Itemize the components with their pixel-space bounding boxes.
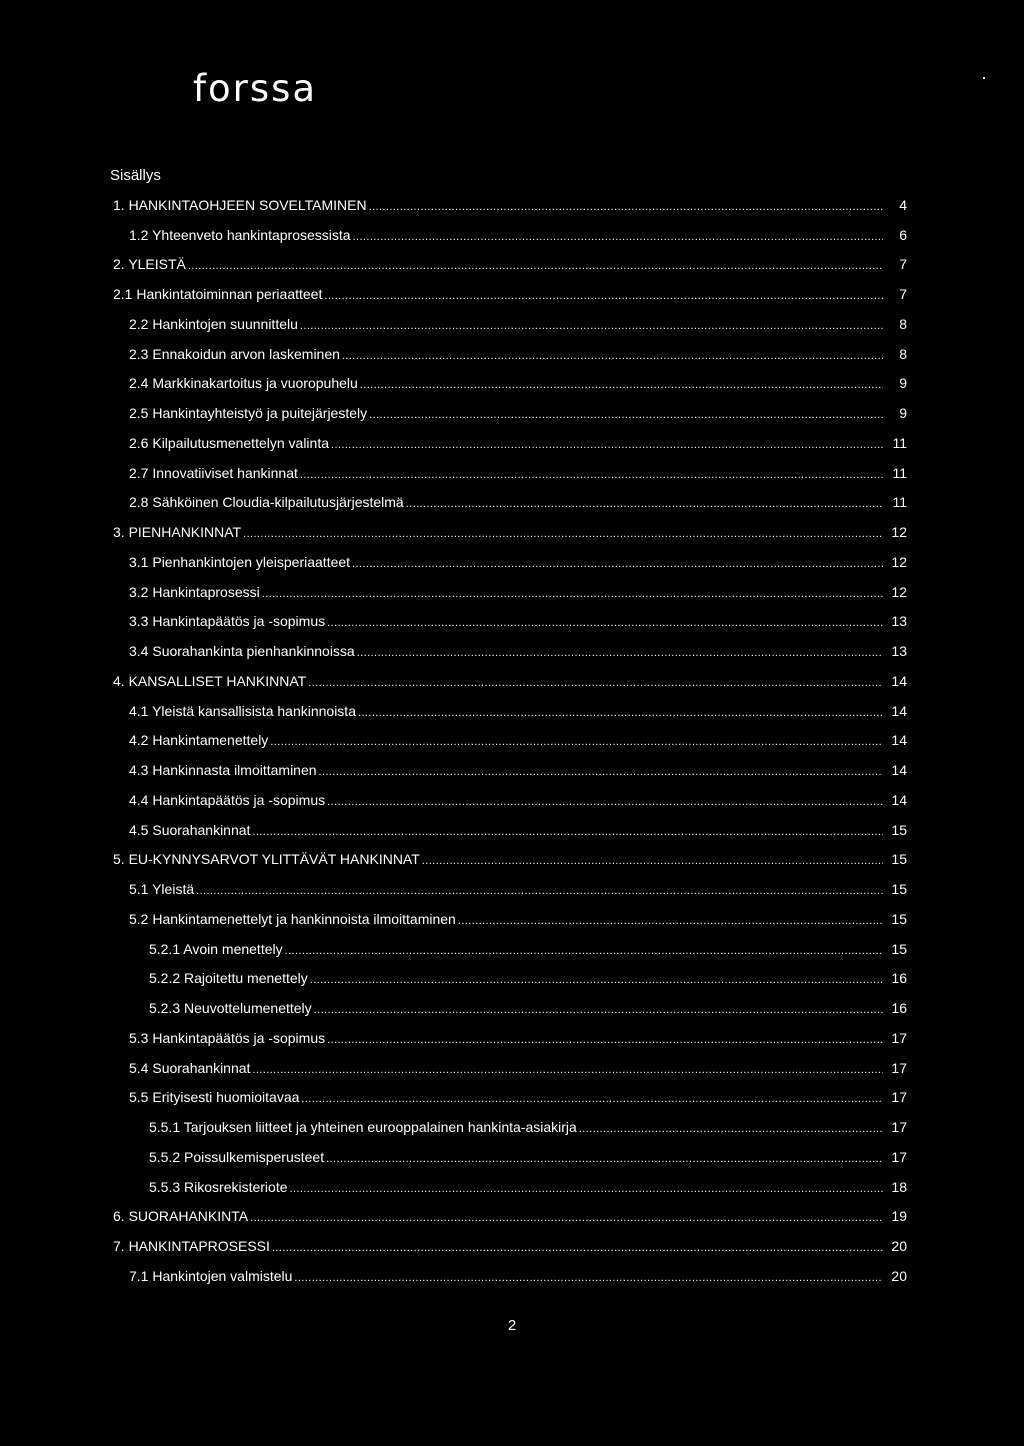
toc-entry[interactable] — [0, 964, 907, 994]
toc-entry-page: 9 — [899, 375, 907, 392]
toc-entry-label: 5.2 Hankintamenettelyt ja hankinnoista ilmoittaminen — [129, 910, 456, 927]
page-number: 2 — [507, 1317, 517, 1334]
toc-dot-leader — [360, 374, 883, 392]
toc-entry-page: 20 — [891, 1238, 907, 1255]
toc-entry-page: 14 — [891, 791, 907, 808]
toc-entry-page: 7 — [899, 286, 907, 303]
toc-entry-page: 15 — [891, 821, 907, 838]
toc-dot-leader — [357, 642, 883, 660]
toc-entry[interactable] — [0, 874, 907, 904]
toc-entry-label: 3. PIENHANKINNAT — [113, 524, 242, 541]
toc-entry-label: 7.1 Hankintojen valmistelu — [129, 1267, 293, 1284]
toc-dot-leader — [579, 1118, 883, 1136]
toc-dot-leader — [290, 1178, 883, 1196]
toc-entry-page: 13 — [891, 643, 907, 660]
toc-dot-leader — [252, 1059, 883, 1077]
toc-dot-leader — [314, 999, 883, 1017]
toc-dot-leader — [262, 583, 883, 601]
corner-mark — [983, 77, 985, 79]
toc-entry[interactable] — [0, 845, 907, 875]
toc-entry[interactable] — [0, 220, 907, 250]
toc-dot-leader — [301, 1088, 883, 1106]
toc-entry-label: 3.3 Hankintapäätös ja -sopimus — [129, 613, 326, 630]
toc-entry-label: 2.3 Ennakoidun arvon laskeminen — [129, 345, 340, 362]
toc-dot-leader — [188, 255, 883, 273]
toc-entry-page: 18 — [891, 1178, 907, 1195]
toc-dot-leader — [458, 910, 883, 928]
toc-entry-page: 14 — [891, 732, 907, 749]
toc-entry-page: 11 — [892, 464, 907, 481]
toc-entry-label: 3.2 Hankintaprosessi — [129, 583, 260, 600]
toc-entry-page: 15 — [891, 940, 907, 957]
toc-entry[interactable] — [0, 369, 907, 399]
toc-entry-label: 5.5.1 Tarjouksen liitteet ja yhteinen eurooppalainen hankinta-asiakirja — [149, 1119, 577, 1136]
toc-entry-page: 11 — [892, 434, 907, 451]
toc-entry-label: 2.1 Hankintatoiminnan periaatteet — [113, 286, 323, 303]
toc-dot-leader — [252, 821, 883, 839]
toc-dot-leader — [308, 672, 883, 690]
toc-entry-page: 14 — [891, 702, 907, 719]
toc-entry[interactable] — [0, 904, 907, 934]
toc-entry-label: 5.2.2 Rajoitettu menettely — [149, 970, 308, 987]
toc-entry[interactable] — [0, 1053, 907, 1083]
toc-dot-leader — [196, 880, 883, 898]
toc-entry-page: 12 — [891, 524, 907, 541]
toc-dot-leader — [369, 196, 883, 214]
toc-entry[interactable] — [0, 398, 907, 428]
toc-entry-label: 4.4 Hankintapäätös ja -sopimus — [129, 791, 326, 808]
toc-entry-label: 5.2.3 Neuvottelumenettely — [149, 1000, 312, 1017]
toc-entry-page: 17 — [891, 1148, 907, 1165]
toc-entry[interactable] — [0, 428, 907, 458]
toc-entry[interactable] — [0, 1083, 907, 1113]
toc-entry-label: 4.5 Suorahankinnat — [129, 821, 251, 838]
forssa-logo: forssa — [193, 67, 318, 110]
toc-entry[interactable] — [0, 547, 907, 577]
toc-entry[interactable] — [0, 458, 907, 488]
toc-dot-leader — [294, 1267, 883, 1285]
toc-entry-page: 17 — [891, 1059, 907, 1076]
toc-dot-leader — [319, 761, 883, 779]
toc-entry-label: 2.5 Hankintayhteistyö ja puitejärjestely — [129, 405, 368, 422]
toc-entry[interactable] — [0, 1202, 907, 1232]
toc-entry-page: 9 — [899, 405, 907, 422]
toc-entry-page: 15 — [891, 881, 907, 898]
toc-entry-label: 5.2.1 Avoin menettely — [149, 940, 283, 957]
toc-entry-label: 4.3 Hankinnasta ilmoittaminen — [129, 762, 317, 779]
toc-entry-page: 17 — [891, 1029, 907, 1046]
toc-entry[interactable] — [0, 190, 907, 220]
toc-entry-page: 8 — [899, 345, 907, 362]
toc-dot-leader — [324, 285, 883, 303]
toc-entry[interactable] — [0, 1261, 907, 1291]
toc-entry-label: 7. HANKINTAPROSESSI — [113, 1238, 270, 1255]
toc-entry-label: 5.4 Suorahankinnat — [129, 1059, 251, 1076]
toc-entry-label: 2.2 Hankintojen suunnittelu — [129, 315, 298, 332]
toc-entry[interactable] — [0, 1172, 907, 1202]
toc-entry[interactable] — [0, 696, 907, 726]
toc-entry-page: 17 — [891, 1089, 907, 1106]
toc-entry-page: 20 — [891, 1267, 907, 1284]
toc-dot-leader — [310, 969, 883, 987]
toc-dot-leader — [326, 1148, 883, 1166]
toc-entry-label: 2.4 Markkinakartoitus ja vuoropuhelu — [129, 375, 358, 392]
toc-entry-label: 4.2 Hankintamenettely — [129, 732, 269, 749]
toc-dot-leader — [327, 612, 883, 630]
toc-dot-leader — [300, 315, 883, 333]
toc-entry-label: 2. YLEISTÄ — [113, 256, 186, 273]
toc-dot-leader — [342, 345, 883, 363]
toc-entry-page: 16 — [891, 970, 907, 987]
toc-entry-page: 19 — [891, 1208, 907, 1225]
table-of-contents — [0, 190, 1024, 1291]
toc-entry-label: 5.5.2 Poissulkemisperusteet — [149, 1148, 325, 1165]
toc-entry[interactable] — [0, 1023, 907, 1053]
toc-entry[interactable] — [0, 1142, 907, 1172]
toc-entry-page: 8 — [899, 315, 907, 332]
toc-entry-label: 5.5 Erityisesti huomioitavaa — [129, 1089, 300, 1106]
toc-entry-label: 4. KANSALLISET HANKINNAT — [113, 672, 307, 689]
toc-entry-label: 3.4 Suorahankinta pienhankinnoissa — [129, 643, 355, 660]
toc-entry-label: 5.5.3 Rikosrekisteriote — [149, 1178, 288, 1195]
toc-entry[interactable] — [0, 993, 907, 1023]
toc-entry-label: 4.1 Yleistä kansallisista hankinnoista — [129, 702, 356, 719]
toc-entry[interactable] — [0, 755, 907, 785]
toc-dot-leader — [250, 1207, 883, 1225]
toc-entry-page: 11 — [892, 494, 907, 511]
toc-entry[interactable] — [0, 636, 907, 666]
toc-entry-label: 5.1 Yleistä — [129, 881, 195, 898]
toc-entry[interactable] — [0, 726, 907, 756]
toc-entry-page: 13 — [891, 613, 907, 630]
toc-entry[interactable] — [0, 517, 907, 547]
toc-entry-page: 6 — [899, 226, 907, 243]
toc-entry-page: 15 — [891, 851, 907, 868]
toc-dot-leader — [352, 553, 883, 571]
toc-entry-label: 1. HANKINTAOHJEEN SOVELTAMINEN — [113, 196, 367, 213]
toc-entry-page: 15 — [891, 910, 907, 927]
toc-dot-leader — [327, 1029, 883, 1047]
toc-entry[interactable] — [0, 1231, 907, 1261]
toc-dot-leader — [422, 850, 883, 868]
toc-entry-label: 5. EU-KYNNYSARVOT YLITTÄVÄT HANKINNAT — [113, 851, 420, 868]
toc-dot-leader — [369, 404, 883, 422]
toc-dot-leader — [353, 226, 883, 244]
toc-entry[interactable] — [0, 785, 907, 815]
toc-entry-label: 3.1 Pienhankintojen yleisperiaatteet — [129, 553, 351, 570]
toc-dot-leader — [300, 464, 883, 482]
toc-entry[interactable] — [0, 666, 907, 696]
toc-entry[interactable] — [0, 934, 907, 964]
toc-entry-page: 12 — [891, 553, 907, 570]
toc-dot-leader — [358, 702, 883, 720]
toc-entry[interactable] — [0, 1112, 907, 1142]
toc-entry-label: 2.8 Sähköinen Cloudia-kilpailutusjärjestelmä — [129, 494, 404, 511]
toc-entry-page: 14 — [891, 762, 907, 779]
toc-entry-label: 2.6 Kilpailutusmenettelyn valinta — [129, 434, 330, 451]
toc-entry-page: 16 — [891, 1000, 907, 1017]
toc-heading: Sisällys — [110, 167, 161, 184]
toc-entry-label: 6. SUORAHANKINTA — [113, 1208, 249, 1225]
toc-entry-label: 1.2 Yhteenveto hankintaprosessista — [129, 226, 351, 243]
toc-entry[interactable] — [0, 279, 907, 309]
toc-entry-label: 5.3 Hankintapäätös ja -sopimus — [129, 1029, 326, 1046]
toc-dot-leader — [327, 791, 883, 809]
toc-dot-leader — [406, 493, 883, 511]
toc-dot-leader — [285, 940, 883, 958]
toc-entry-page: 4 — [899, 196, 907, 213]
toc-entry[interactable] — [0, 488, 907, 518]
toc-entry[interactable] — [0, 577, 907, 607]
toc-entry-page: 14 — [891, 672, 907, 689]
toc-entry[interactable] — [0, 815, 907, 845]
toc-entry[interactable] — [0, 339, 907, 369]
toc-entry[interactable] — [0, 250, 907, 280]
toc-dot-leader — [243, 523, 883, 541]
toc-entry-label: 2.7 Innovatiiviset hankinnat — [129, 464, 298, 481]
toc-entry-page: 7 — [899, 256, 907, 273]
toc-entry-page: 12 — [891, 583, 907, 600]
toc-dot-leader — [331, 434, 883, 452]
toc-dot-leader — [272, 1237, 883, 1255]
toc-entry-page: 17 — [891, 1119, 907, 1136]
toc-dot-leader — [270, 731, 883, 749]
toc-entry[interactable] — [0, 607, 907, 637]
toc-entry[interactable] — [0, 309, 907, 339]
